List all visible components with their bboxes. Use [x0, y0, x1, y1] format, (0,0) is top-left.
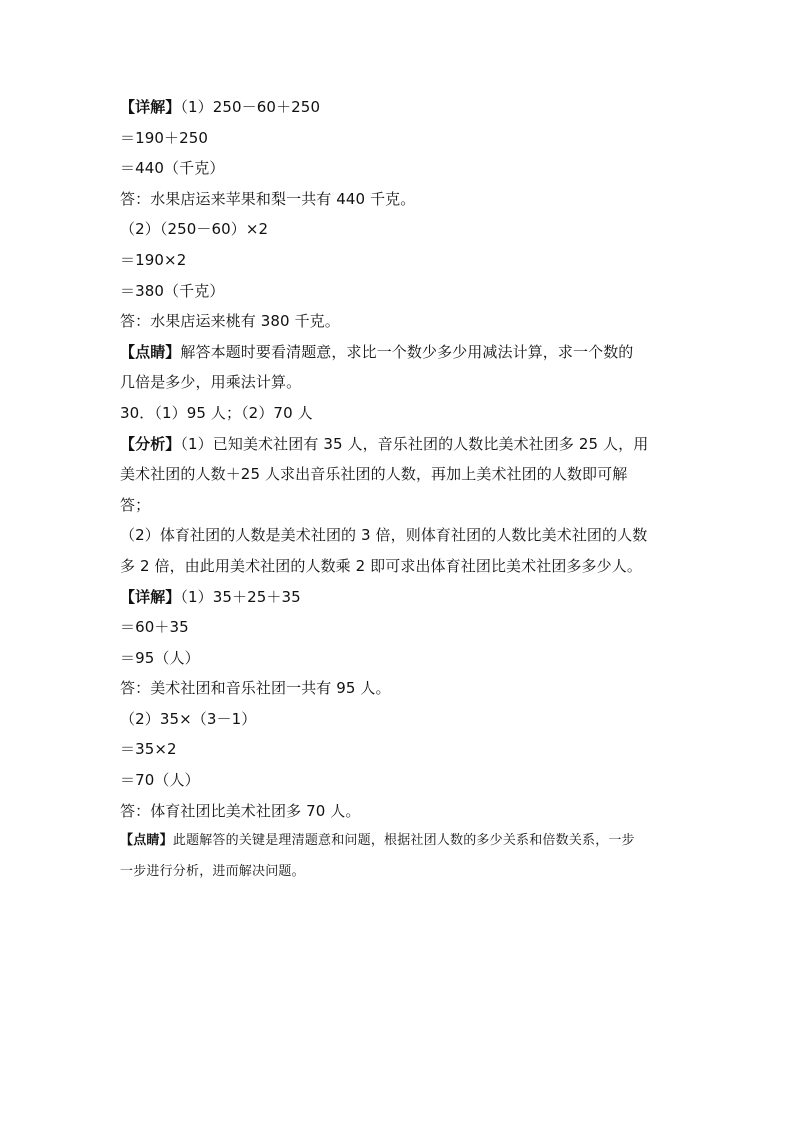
text-line [120, 153, 690, 184]
line-text: ＝60＋35 [120, 618, 189, 637]
line-text: 美术社团的人数＋25 人求出音乐社团的人数，再加上美术社团的人数即可解 [120, 465, 628, 484]
line-text: （1）已知美术社团有 35 人，音乐社团的人数比美术社团多 25 人，用 [180, 434, 649, 453]
text-line [120, 734, 690, 765]
line-text: 多 2 倍，由此用美术社团的人数乘 2 即可求出体育社团比美术社团多多少人。 [120, 556, 642, 575]
line-text: （2）35×（3－1） [120, 709, 257, 728]
line-text: （1）35＋25＋35 [180, 587, 301, 606]
text-line [120, 857, 690, 888]
text-line [120, 337, 690, 368]
line-text: 30．（1）95 人；（2）70 人 [120, 403, 313, 422]
text-line [120, 367, 690, 398]
line-text: 答：水果店运来苹果和梨一共有 440 千克。 [120, 189, 416, 208]
line-text: （1）250－60＋250 [180, 98, 321, 116]
line-text: 答； [120, 495, 151, 514]
text-line [120, 765, 690, 796]
text-line [120, 826, 690, 857]
line-text: ＝440（千克） [120, 159, 225, 178]
line-text: （2）体育社团的人数是美术社团的 3 倍，则体育社团的人数比美术社团的人数 [120, 526, 648, 545]
section-label: 【点睛】 [120, 342, 181, 361]
line-text: ＝190×2 [120, 250, 187, 269]
text-line [120, 582, 690, 613]
line-text: ＝95（人） [120, 648, 200, 667]
line-text: ＝35×2 [120, 740, 177, 759]
line-text: ＝380（千克） [120, 281, 225, 300]
line-text: ＝190＋250 [120, 128, 209, 147]
line-text: 答：体育社团比美术社团多 70 人。 [120, 801, 361, 820]
text-line [120, 214, 690, 245]
line-text: 解答本题时要看清题意，求比一个数少多少用减法计算，求一个数的 [180, 342, 634, 361]
text-line [120, 673, 690, 704]
text-line [120, 306, 690, 337]
document-body [120, 92, 690, 887]
line-text: 几倍是多少，用乘法计算。 [120, 373, 302, 392]
line-text: ＝70（人） [120, 771, 200, 790]
text-line [120, 551, 690, 582]
text-line [120, 123, 690, 154]
text-line [120, 796, 690, 827]
text-line [120, 612, 690, 643]
line-text: 此题解答的关键是理清题意和问题，根据社团人数的多少关系和倍数关系，一步 [172, 833, 635, 849]
text-line [120, 520, 690, 551]
text-line [120, 459, 690, 490]
question-answer-line [120, 398, 690, 429]
text-line [120, 490, 690, 521]
text-line [120, 276, 690, 307]
line-text: 答：美术社团和音乐社团一共有 95 人。 [120, 679, 391, 698]
text-line [120, 245, 690, 276]
line-text: 答：水果店运来桃有 380 千克。 [120, 312, 340, 331]
text-line [120, 429, 690, 460]
line-text: 一步进行分析，进而解决问题。 [120, 863, 305, 879]
section-label: 【分析】 [120, 434, 181, 453]
text-line [120, 92, 690, 123]
text-line [120, 704, 690, 735]
text-line [120, 184, 690, 215]
text-line [120, 643, 690, 674]
section-label: 【详解】 [120, 98, 181, 116]
section-label: 【点睛】 [120, 833, 173, 849]
line-text: （2）（250－60）×2 [120, 220, 269, 239]
section-label: 【详解】 [120, 587, 181, 606]
